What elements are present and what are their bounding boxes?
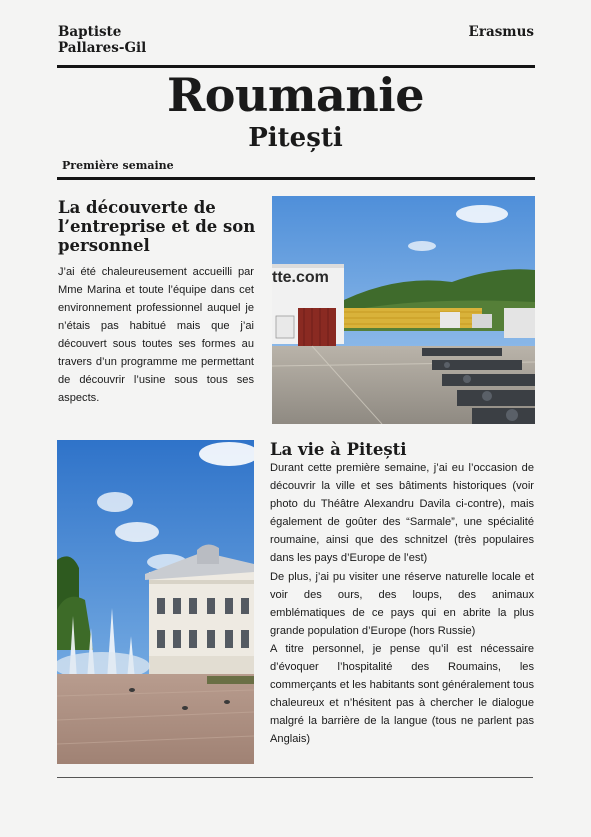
header-divider: [57, 177, 535, 180]
section2-body: [270, 459, 534, 749]
author-last-name: Pallares-Gil: [58, 40, 147, 56]
page-title: Roumanie: [166, 68, 425, 122]
author-name: [58, 24, 146, 56]
page-subtitle: Pitești: [248, 123, 343, 153]
theatre-photo: [57, 440, 254, 764]
section2-heading: La vie à Pitești: [270, 440, 407, 459]
section2-paragraph-reserve: De plus, j’ai pu visiter une réserve naturelle locale et voir des ours, des loups, des animaux emblématiques de ce pays qui en abrite la plus grande population d’Europe (hors Russie): [270, 570, 534, 637]
footer-divider: [57, 777, 533, 778]
factory-photo: [272, 196, 535, 424]
week-label: Première semaine: [62, 159, 174, 172]
section2-paragraph-city: Durant cette première semaine, j’ai eu l’occasion de découvrir la ville et ses bâtiments historiques (voir photo du Théâtre Alexandru Davila ci-contre), mais également de goûter des “Sarmale”, une spécialité roumaine, ainsi que des schnitzel (très populaires dans les pays d’Europe de l’est): [270, 462, 534, 565]
section2-paragraph-hospitality: A titre personnel, je pense qu’il est nécessaire d’évoquer l’hospitalité des Roumains, les commerçants et les habitants sont généralement tous chaleureux et n’hésitent pas à chercher le dialogue malgré la barrière de la langue (tous ne parlent pas Anglais): [270, 642, 534, 746]
program-label: Erasmus: [468, 24, 534, 40]
factory-sign-text: tte.com: [272, 269, 329, 286]
author-first-name: Baptiste: [58, 24, 122, 40]
section1-text: J’ai été chaleureusement accueilli par Mme Marina et toute l’équipe dans cet environnement professionnel auquel je n’étais pas habitué mais que j’ai découvert sous toutes ses formes au travers d’un programme me permettant de découvrir l’usine sous tous ses aspects.: [58, 266, 254, 404]
section1-heading: La découverte de l’entreprise et de son personnel: [58, 198, 256, 255]
